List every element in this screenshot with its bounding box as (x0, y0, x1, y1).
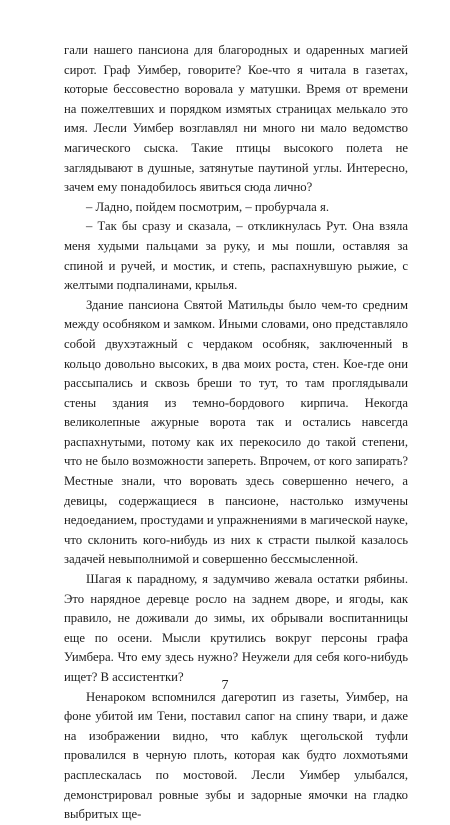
page-number: 7 (221, 678, 229, 693)
paragraph: Здание пансиона Святой Матильды было чем-то средним между особняком и замком. Иными словами, оно представляло собой двухэтажный с чердаком особняк, заключенный в кольцо довольно высоких, в два моих роста, стен. Кое-где они рассыпались и сквозь бреши то тут, то там проглядывали стены здания из темно-бордового кирпича. Некогда великолепные ажурные ворота так и остались навсегда распахнутыми, потому как их перекосило до такой степени, что не было возможности запереть. Впрочем, от кого запирать? Местные знали, что воровать здесь совершенно нечего, а девицы, содержащиеся в пансионе, настолько измучены недоеданием, простудами и упражнениями в магической науке, что склонить кого-нибудь из них к страсти пылкой казалось задачей невыполнимой и совершенно бессмысленной. (64, 297, 408, 567)
paragraph: Ненароком вспомнился дагеротип из газеты, Уимбер, на фоне убитой им Тени, поставил сапог на спину твари, и даже на изображении видно, что каблук щегольской туфли провалился в черную плоть, которая как будто лохмотьями расплескалась по мостовой. Лесли Уимбер улыбался, демонстрировал ровные зубы и задорные ямочки на гладко выбритых ще- (64, 689, 408, 822)
paragraph: Шагая к парадному, я задумчиво жевала остатки рябины. Это нарядное деревце росло на заднем дворе, и ягоды, как правило, не доживали до зимы, их обрывали воспитанницы еще по осени. Мысли крутились вокруг персоны графа Уимбера. Что ему здесь нужно? Неужели для себя кого-нибудь ищет? В ассистентки? (64, 572, 408, 684)
page-text (64, 41, 408, 825)
paragraph-continuation: гали нашего пансиона для благородных и одаренных магией сирот. Граф Уимбер, говорите? Кое-что я читала в газетах, которые бессовестно воровала у матушки. Время от времени на пожелтевших и порядком измятых страницах мелькало это имя. Лесли Уимбер возглавлял ни много ни мало ведомство магического сыска. Такие птицы высокого полета не заглядывают в душные, затянутые паутиной углы. Интересно, зачем ему понадобилось явиться сюда лично? (64, 43, 408, 195)
dialogue-line: – Ладно, пойдем посмотрим, – пробурчала я. (86, 199, 329, 214)
dialogue-line: – Так бы сразу и сказала, – откликнулась Рут. Она взяла меня худыми пальцами за руку, и мы пошли, оставляя за спиной и ручей, и мостик, и степь, распахнувшую рыжие, с желтыми подпалинами, крылья. (64, 219, 408, 293)
